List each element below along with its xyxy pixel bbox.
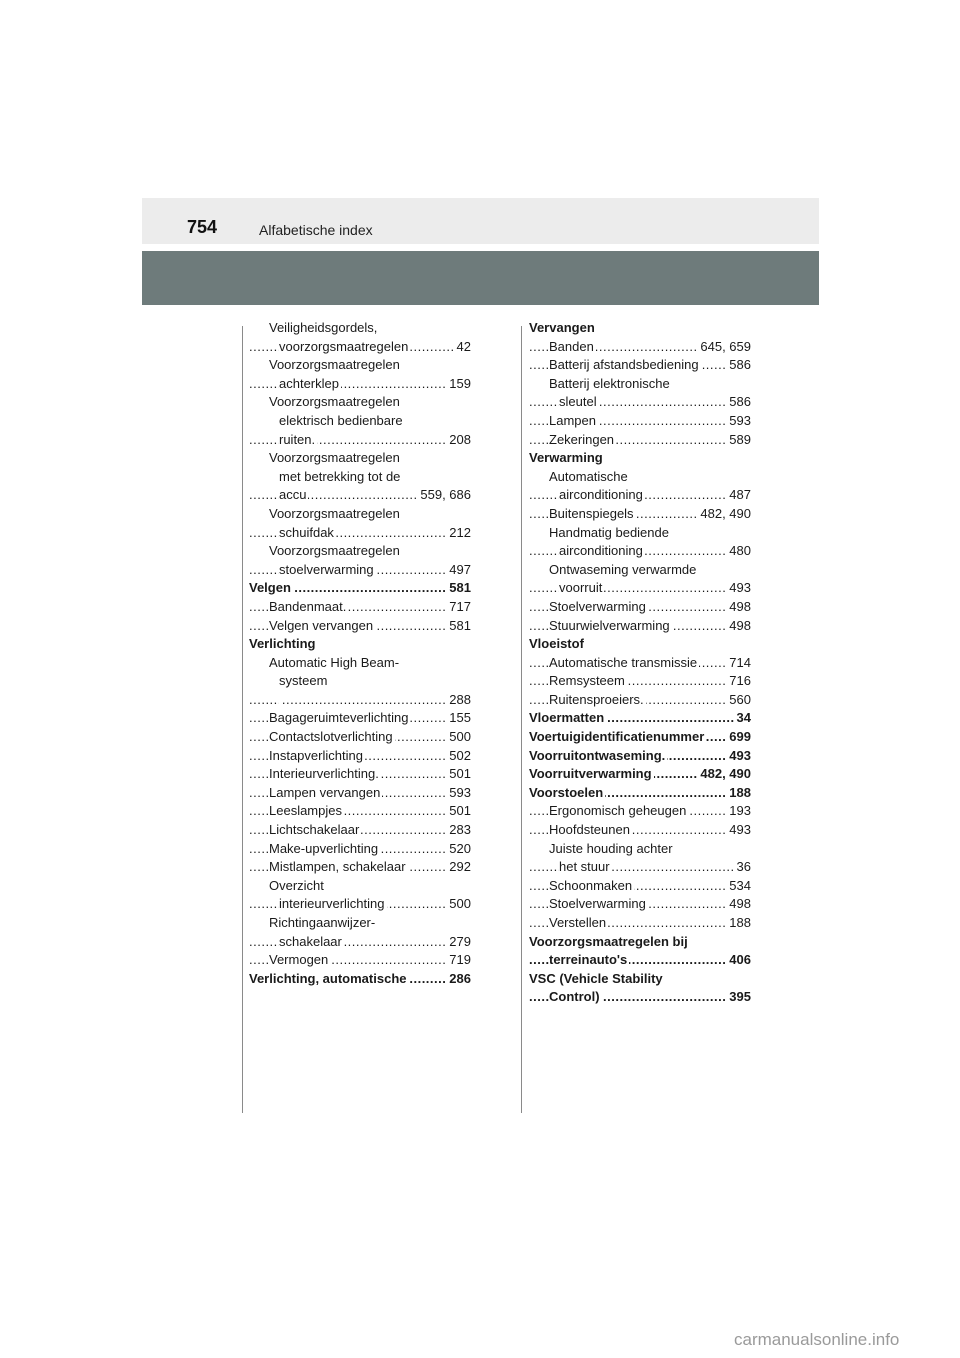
index-entry-page: 497 xyxy=(446,561,471,580)
index-entry-label: Interieurverlichting. xyxy=(269,766,379,782)
index-entry xyxy=(249,431,471,450)
index-entry-label: stoelverwarming xyxy=(279,561,374,577)
index-entry xyxy=(529,784,751,803)
index-entry-label xyxy=(279,692,281,707)
index-entry-page: 586 xyxy=(726,393,751,412)
index-entry xyxy=(529,802,751,821)
index-entry-label: Voorzorgsmaatregelen xyxy=(269,394,400,410)
index-entry-label: sleutel xyxy=(559,394,597,410)
index-entry-label: airconditioning xyxy=(559,543,643,559)
index-entry-page: 482, 490 xyxy=(697,505,751,524)
index-entry-label: Bagageruimteverlichting xyxy=(269,710,409,726)
index-entry-label: Ontwaseming verwarmde xyxy=(549,561,697,577)
watermark: carmanualsonline.info xyxy=(734,1330,900,1349)
index-entry xyxy=(249,840,471,859)
index-entry xyxy=(249,709,471,728)
index-entry-label: Batterij afstandsbediening xyxy=(549,357,699,373)
index-entry-label: Ergonomisch geheugen xyxy=(549,803,687,819)
index-entry-label: Control) xyxy=(549,989,600,1005)
index-entry xyxy=(529,691,751,710)
index-entry xyxy=(529,338,751,357)
index-entry-page: 279 xyxy=(446,933,471,952)
index-entry-page: 498 xyxy=(726,895,751,914)
index-entry xyxy=(249,524,471,543)
index-entry xyxy=(529,561,751,580)
index-entry xyxy=(529,840,751,859)
index-entry xyxy=(529,486,751,505)
index-entry-label: Automatische transmissie xyxy=(549,654,698,670)
header-bar xyxy=(142,198,819,244)
index-entry-page: 501 xyxy=(446,802,471,821)
index-entry xyxy=(249,505,471,524)
index-entry-label: Handmatig bediende xyxy=(549,524,669,540)
index-entry xyxy=(249,765,471,784)
index-entry-label: Vloeistof xyxy=(529,636,584,652)
index-entry-label: Zekeringen xyxy=(549,431,615,447)
index-entry-page: 208 xyxy=(446,431,471,450)
index-entry-page: 714 xyxy=(726,654,751,673)
index-entry-label: Voorzorgsmaatregelen xyxy=(269,357,400,373)
index-entry-label: Voorruitontwaseming. xyxy=(529,747,666,763)
section-title: Alfabetische index xyxy=(259,222,373,238)
index-entry-label: Verlichting, automatische xyxy=(249,970,407,986)
index-entry-label: Lampen xyxy=(549,412,596,428)
index-entry-label: Verlichting xyxy=(249,636,316,652)
index-entry-page: 581 xyxy=(446,617,471,636)
index-entry xyxy=(249,784,471,803)
index-entry xyxy=(249,858,471,877)
index-entry-label: Stoelverwarming xyxy=(549,598,646,614)
index-entry xyxy=(249,654,471,673)
index-entry xyxy=(249,375,471,394)
index-entry xyxy=(529,728,751,747)
index-entry xyxy=(249,412,471,431)
index-entry xyxy=(529,598,751,617)
index-entry xyxy=(249,895,471,914)
index-entry-label: ruiten. xyxy=(279,431,316,447)
index-entry-label: Vloermatten xyxy=(529,710,605,726)
index-entry-label: Veiligheidsgordels, xyxy=(269,320,378,335)
index-entry xyxy=(249,561,471,580)
index-entry-label: Voertuigidentificatienummer xyxy=(529,729,705,745)
index-entry-page: 42 xyxy=(454,338,471,357)
index-entry xyxy=(529,765,751,784)
index-entry xyxy=(249,821,471,840)
index-entry-label: Automatische xyxy=(549,468,628,484)
index-entry xyxy=(249,691,471,710)
index-entry-label: Banden xyxy=(549,338,594,354)
index-entry-label: schuifdak xyxy=(279,524,334,540)
index-entry xyxy=(529,747,751,766)
index-entry-label: Overzicht xyxy=(269,877,324,893)
index-entry-page: 717 xyxy=(446,598,471,617)
index-entry-label: Lichtschakelaar xyxy=(269,822,360,838)
index-entry xyxy=(249,598,471,617)
index-entry xyxy=(529,933,751,952)
index-entry xyxy=(249,617,471,636)
index-entry xyxy=(249,635,471,654)
index-entry-label: interieurverlichting xyxy=(279,896,385,912)
index-entry-page: 159 xyxy=(446,375,471,394)
index-entry-page: 155 xyxy=(446,709,471,728)
index-entry xyxy=(249,747,471,766)
index-entry xyxy=(529,858,751,877)
index-entry xyxy=(529,449,751,468)
index-entry-label: Juiste houding achter xyxy=(549,840,673,856)
index-entry-label: elektrisch bedienbare xyxy=(279,412,403,428)
index-entry-label: schakelaar xyxy=(279,933,342,949)
index-entry-page: 212 xyxy=(446,524,471,543)
index-entry xyxy=(249,951,471,970)
index-entry-page: 487 xyxy=(726,486,751,505)
page-number: 754 xyxy=(187,217,218,237)
index-column-right xyxy=(529,319,751,1007)
index-entry-label: Velgen vervangen xyxy=(269,617,374,633)
index-entry xyxy=(529,375,751,394)
index-entry-label: Voorzorgsmaatregelen xyxy=(269,505,400,521)
index-entry-page: 188 xyxy=(726,784,751,803)
index-entry-label: Ruitensproeiers. xyxy=(549,691,644,707)
right-column-divider xyxy=(521,326,522,1113)
index-entry-page: 589 xyxy=(726,431,751,450)
index-entry xyxy=(529,617,751,636)
index-entry xyxy=(529,654,751,673)
index-entry-page: 719 xyxy=(446,951,471,970)
index-entry-label: Stuurwielverwarming xyxy=(549,617,670,633)
index-entry xyxy=(529,877,751,896)
index-entry xyxy=(529,970,751,989)
index-entry xyxy=(249,914,471,933)
index-entry-label: Contactslotverlichting xyxy=(269,729,393,745)
section-band xyxy=(142,251,819,305)
index-entry xyxy=(249,728,471,747)
index-entry-label: Automatic High Beam- xyxy=(269,654,400,670)
index-entry-page: 593 xyxy=(446,784,471,803)
index-entry xyxy=(249,933,471,952)
index-entry xyxy=(529,709,751,728)
index-entry xyxy=(249,468,471,487)
index-entry xyxy=(529,356,751,375)
index-entry-page: 520 xyxy=(446,840,471,859)
index-entry-label: Remsysteem xyxy=(549,673,625,689)
index-entry-label: Verwarming xyxy=(529,450,603,466)
index-entry xyxy=(529,635,751,654)
index-entry-page: 502 xyxy=(446,747,471,766)
index-entry-page: 699 xyxy=(726,728,751,747)
index-entry-label: Vermogen xyxy=(269,952,329,968)
index-entry-label: Verstellen xyxy=(549,915,607,930)
index-entry xyxy=(529,579,751,598)
index-entry-label: Mistlampen, schakelaar xyxy=(269,859,406,875)
index-entry-label: Vervangen xyxy=(529,320,595,335)
index-entry-label: achterklep xyxy=(279,375,339,391)
index-entry-page: 493 xyxy=(726,821,751,840)
index-entry-label: accu xyxy=(279,487,307,503)
index-entry-label: Lampen vervangen xyxy=(269,784,381,800)
index-entry xyxy=(529,393,751,412)
index-entry xyxy=(249,319,471,338)
index-entry-label: Make-upverlichting xyxy=(269,840,379,856)
index-entry-page: 560 xyxy=(726,691,751,710)
index-entry-page: 559, 686 xyxy=(417,486,471,505)
index-entry-label: terreinauto's xyxy=(549,952,628,968)
index-entry xyxy=(249,486,471,505)
index-entry xyxy=(249,672,471,691)
index-entry xyxy=(529,524,751,543)
index-entry xyxy=(529,431,751,450)
index-entry-label: Leeslampjes xyxy=(269,803,342,819)
index-entry xyxy=(249,970,471,989)
index-entry xyxy=(529,914,751,933)
index-entry-page: 498 xyxy=(726,617,751,636)
index-entry-label: Instapverlichting xyxy=(269,747,363,763)
index-entry-label: VSC (Vehicle Stability xyxy=(529,970,663,986)
index-entry xyxy=(249,802,471,821)
index-entry-label: Bandenmaat. xyxy=(269,598,347,614)
index-entry-page: 482, 490 xyxy=(697,765,751,784)
index-entry xyxy=(529,412,751,431)
index-entry-page: 645, 659 xyxy=(697,338,751,357)
index-entry-page: 534 xyxy=(726,877,751,896)
index-entry-label: voorzorgsmaatregelen xyxy=(279,338,409,354)
index-entry-page: 498 xyxy=(726,598,751,617)
index-entry-page: 193 xyxy=(726,802,751,821)
index-entry-label: Velgen xyxy=(249,580,291,596)
index-entry-label: Voorstoelen xyxy=(529,784,604,800)
index-entry xyxy=(529,542,751,561)
index-entry-page: 500 xyxy=(446,728,471,747)
index-entry-page: 480 xyxy=(726,542,751,561)
index-entry xyxy=(529,319,751,338)
index-column-left xyxy=(249,319,471,988)
index-entry xyxy=(529,672,751,691)
index-entry xyxy=(529,951,751,970)
left-column-divider xyxy=(242,326,243,1113)
index-entry xyxy=(529,821,751,840)
index-entry-page: 493 xyxy=(726,747,751,766)
index-entry-page: ..... 288 xyxy=(446,691,471,710)
index-entry xyxy=(249,542,471,561)
index-entry xyxy=(529,468,751,487)
index-entry-label: Richtingaanwijzer- xyxy=(269,915,376,930)
index-entry xyxy=(529,895,751,914)
index-entry xyxy=(529,988,751,1007)
index-entry xyxy=(249,579,471,598)
index-entry-label: systeem xyxy=(279,673,328,689)
index-entry-label: met betrekking tot de xyxy=(279,468,401,484)
index-entry-page: 500 xyxy=(446,895,471,914)
index-entry-page: 188 xyxy=(726,914,751,933)
index-entry xyxy=(249,338,471,357)
index-entry-page: 34 xyxy=(734,709,751,728)
index-entry-page: 36 xyxy=(734,858,751,877)
index-entry-label: Hoofdsteunen xyxy=(549,822,630,838)
index-entry-page: 581 xyxy=(446,579,471,598)
index-entry-page: 716 xyxy=(726,672,751,691)
index-entry-page: 586 xyxy=(726,356,751,375)
index-entry-label: airconditioning xyxy=(559,487,643,503)
index-entry-label: Stoelverwarming xyxy=(549,896,646,912)
index-entry-label: het stuur xyxy=(559,859,610,875)
index-entry-label: Batterij elektronische xyxy=(549,375,670,391)
index-entry-page: 395 xyxy=(726,988,751,1007)
index-entry-label: Schoonmaken xyxy=(549,877,633,893)
index-entry-page: 406 xyxy=(726,951,751,970)
index-entry xyxy=(249,449,471,468)
index-entry xyxy=(249,356,471,375)
index-entry-page: 283 xyxy=(446,821,471,840)
index-entry-label: Voorzorgsmaatregelen bij xyxy=(529,933,688,949)
index-entry xyxy=(529,505,751,524)
index-entry-label: Voorruitverwarming xyxy=(529,766,652,782)
index-entry-page: 501 xyxy=(446,765,471,784)
index-entry xyxy=(249,393,471,412)
index-entry-label: Voorzorgsmaatregelen xyxy=(269,450,400,466)
index-entry-label: Voorzorgsmaatregelen xyxy=(269,543,400,559)
index-entry-label: voorruit xyxy=(559,580,603,596)
index-entry-page: 593 xyxy=(726,412,751,431)
index-entry-label: Buitenspiegels xyxy=(549,505,634,521)
index-entry-page: 493 xyxy=(726,579,751,598)
index-entry xyxy=(249,877,471,896)
index-entry-page: 286 xyxy=(446,970,471,989)
index-entry-page: 292 xyxy=(446,858,471,877)
